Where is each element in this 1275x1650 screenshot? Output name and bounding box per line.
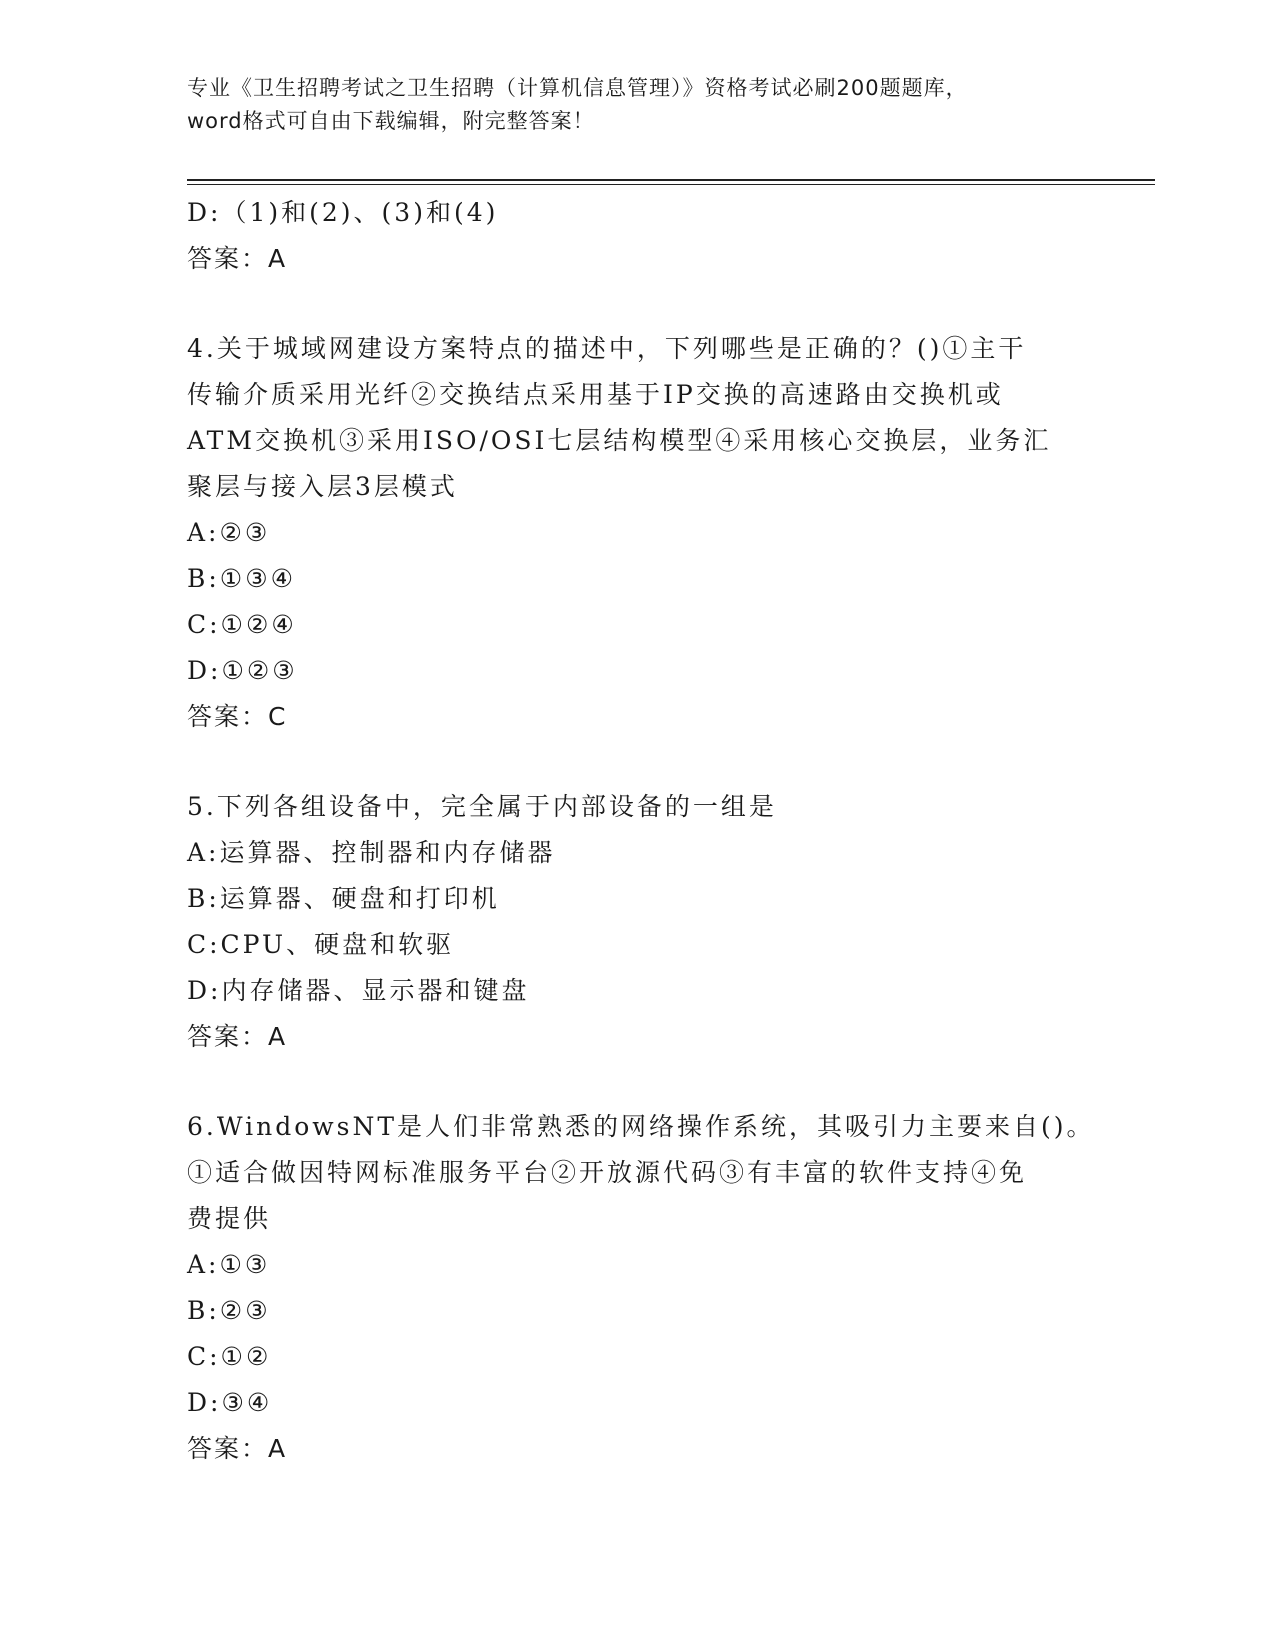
option-c: C:①②④ [187,610,297,639]
question-4 [187,326,1067,740]
option-b: B:②③ [187,1296,271,1325]
question-answer: 答案：A [187,1434,288,1463]
option-d: D:③④ [187,1388,273,1417]
option-d: D:①②③ [187,656,298,685]
previous-question-option-d: D:（1)和(2)、(3)和(4) [187,198,499,227]
question-stem-line: 聚层与接入层3层模式 [187,472,458,501]
question-5 [187,784,1067,1060]
option-b: B:①③④ [187,564,297,593]
question-stem-line: 传输介质采用光纤②交换结点采用基于IP交换的高速路由交换机或 [187,380,1004,409]
question-stem-line: ①适合做因特网标准服务平台②开放源代码③有丰富的软件支持④免 [187,1158,1028,1187]
header-line-2: word格式可自由下载编辑，附完整答案！ [187,109,595,133]
previous-question-answer: 答案：A [187,244,288,273]
header-line-1: 专业《卫生招聘考试之卫生招聘（计算机信息管理）》资格考试必刷200题题库， [187,76,968,100]
option-a: A:①③ [187,1250,271,1279]
option-a: A:②③ [187,518,271,547]
option-a: A:运算器、控制器和内存储器 [187,838,556,867]
question-list [187,190,1095,1472]
option-c: C:CPU、硬盘和软驱 [187,930,455,959]
question-6 [187,1104,1095,1472]
question-answer: 答案：C [187,702,288,731]
option-c: C:①② [187,1342,272,1371]
header-divider-thin [187,184,1155,185]
option-d: D:内存储器、显示器和键盘 [187,976,530,1005]
header-divider-thick [187,179,1155,181]
question-stem-line: ATM交换机③采用ISO/OSI七层结构模型④采用核心交换层，业务汇 [187,426,1052,455]
question-answer: 答案：A [187,1022,288,1051]
question-stem-line: 4.关于城域网建设方案特点的描述中，下列哪些是正确的？()①主干 [187,334,1027,363]
question-stem-line: 6.WindowsNT是人们非常熟悉的网络操作系统，其吸引力主要来自()。 [187,1112,1095,1141]
option-b: B:运算器、硬盘和打印机 [187,884,500,913]
question-stem-line: 费提供 [187,1204,272,1233]
document-header [187,72,1087,138]
question-stem-line: 5.下列各组设备中，完全属于内部设备的一组是 [187,792,777,821]
